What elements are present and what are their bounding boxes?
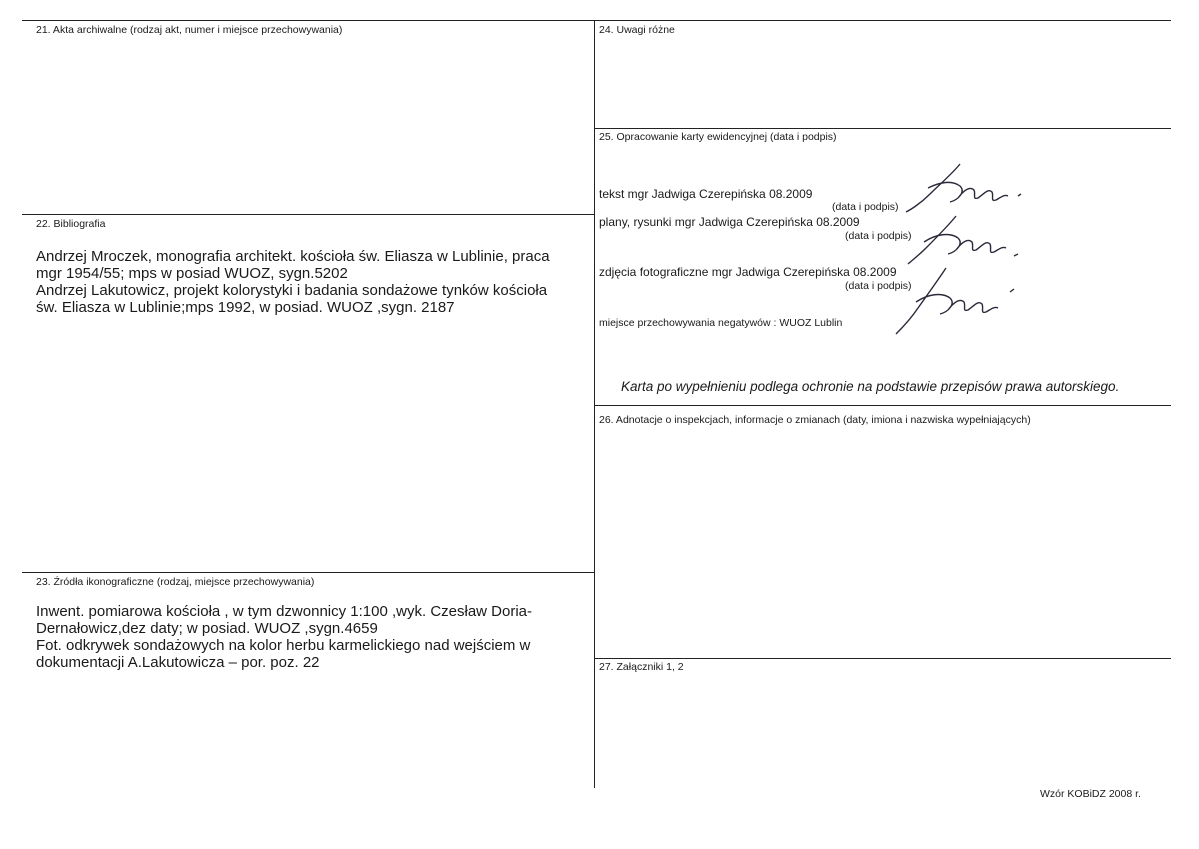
- divider-22-23: [22, 572, 594, 573]
- iconography-line: dokumentacji A.Lakutowicza – por. poz. 22: [36, 654, 320, 671]
- iconography-line: Fot. odkrywek sondażowych na kolor herbu karmelickiego nad wejściem w: [36, 637, 531, 654]
- date-signature-caption: (data i podpis): [845, 280, 912, 292]
- iconography-text: [36, 603, 532, 671]
- section-24-label: 24. Uwagi różne: [599, 24, 675, 36]
- divider-21-22: [22, 214, 594, 215]
- section-21-label: 21. Akta archiwalne (rodzaj akt, numer i miejsce przechowywania): [36, 24, 343, 36]
- bibliography-line: Andrzej Lakutowicz, projekt kolorystyki i badania sondażowe tynków kościoła: [36, 282, 548, 299]
- section-22-label: 22. Bibliografia: [36, 218, 106, 230]
- date-signature-caption: (data i podpis): [832, 201, 899, 213]
- divider-26-27: [594, 658, 1171, 659]
- top-border: [22, 20, 1171, 21]
- bibliography-line: mgr 1954/55; mps w posiad WUOZ, sygn.5202: [36, 265, 348, 282]
- negatives-storage-line: miejsce przechowywania negatywów : WUOZ Lublin: [599, 317, 843, 329]
- iconography-line: Dernałowicz,dez daty; w posiad. WUOZ ,sygn.4659: [36, 620, 378, 637]
- photos-author-line: zdjęcia fotograficzne mgr Jadwiga Czerepińska 08.2009: [599, 265, 897, 279]
- signature-1: [900, 160, 1030, 220]
- section-27-label: 27. Załączniki 1, 2: [599, 661, 684, 673]
- form-version-footer: Wzór KOBiDZ 2008 r.: [1040, 788, 1141, 800]
- date-signature-caption: (data i podpis): [845, 230, 912, 242]
- bibliography-line: Andrzej Mroczek, monografia architekt. kościoła św. Eliasza w Lublinie, praca: [36, 248, 550, 265]
- divider-24-25: [594, 128, 1171, 129]
- drawings-author-line: plany, rysunki mgr Jadwiga Czerepińska 08.2009: [599, 215, 860, 229]
- bibliography-line: św. Eliasza w Lublinie;mps 1992, w posiad. WUOZ ,sygn. 2187: [36, 299, 455, 316]
- signature-3: [888, 262, 1018, 342]
- iconography-line: Inwent. pomiarowa kościoła , w tym dzwonnicy 1:100 ,wyk. Czesław Doria-: [36, 603, 533, 620]
- center-divider: [594, 20, 595, 788]
- copyright-note: Karta po wypełnieniu podlega ochronie na podstawie przepisów prawa autorskiego.: [621, 379, 1120, 394]
- bibliography-text: [36, 248, 550, 316]
- divider-25-26: [594, 405, 1171, 406]
- section-23-label: 23. Źródła ikonograficzne (rodzaj, miejsce przechowywania): [36, 576, 315, 588]
- section-26-label: 26. Adnotacje o inspekcjach, informacje o zmianach (daty, imiona i nazwiska wypełniających): [599, 414, 1031, 426]
- section-25-label: 25. Opracowanie karty ewidencyjnej (data i podpis): [599, 131, 837, 143]
- text-author-line: tekst mgr Jadwiga Czerepińska 08.2009: [599, 187, 813, 201]
